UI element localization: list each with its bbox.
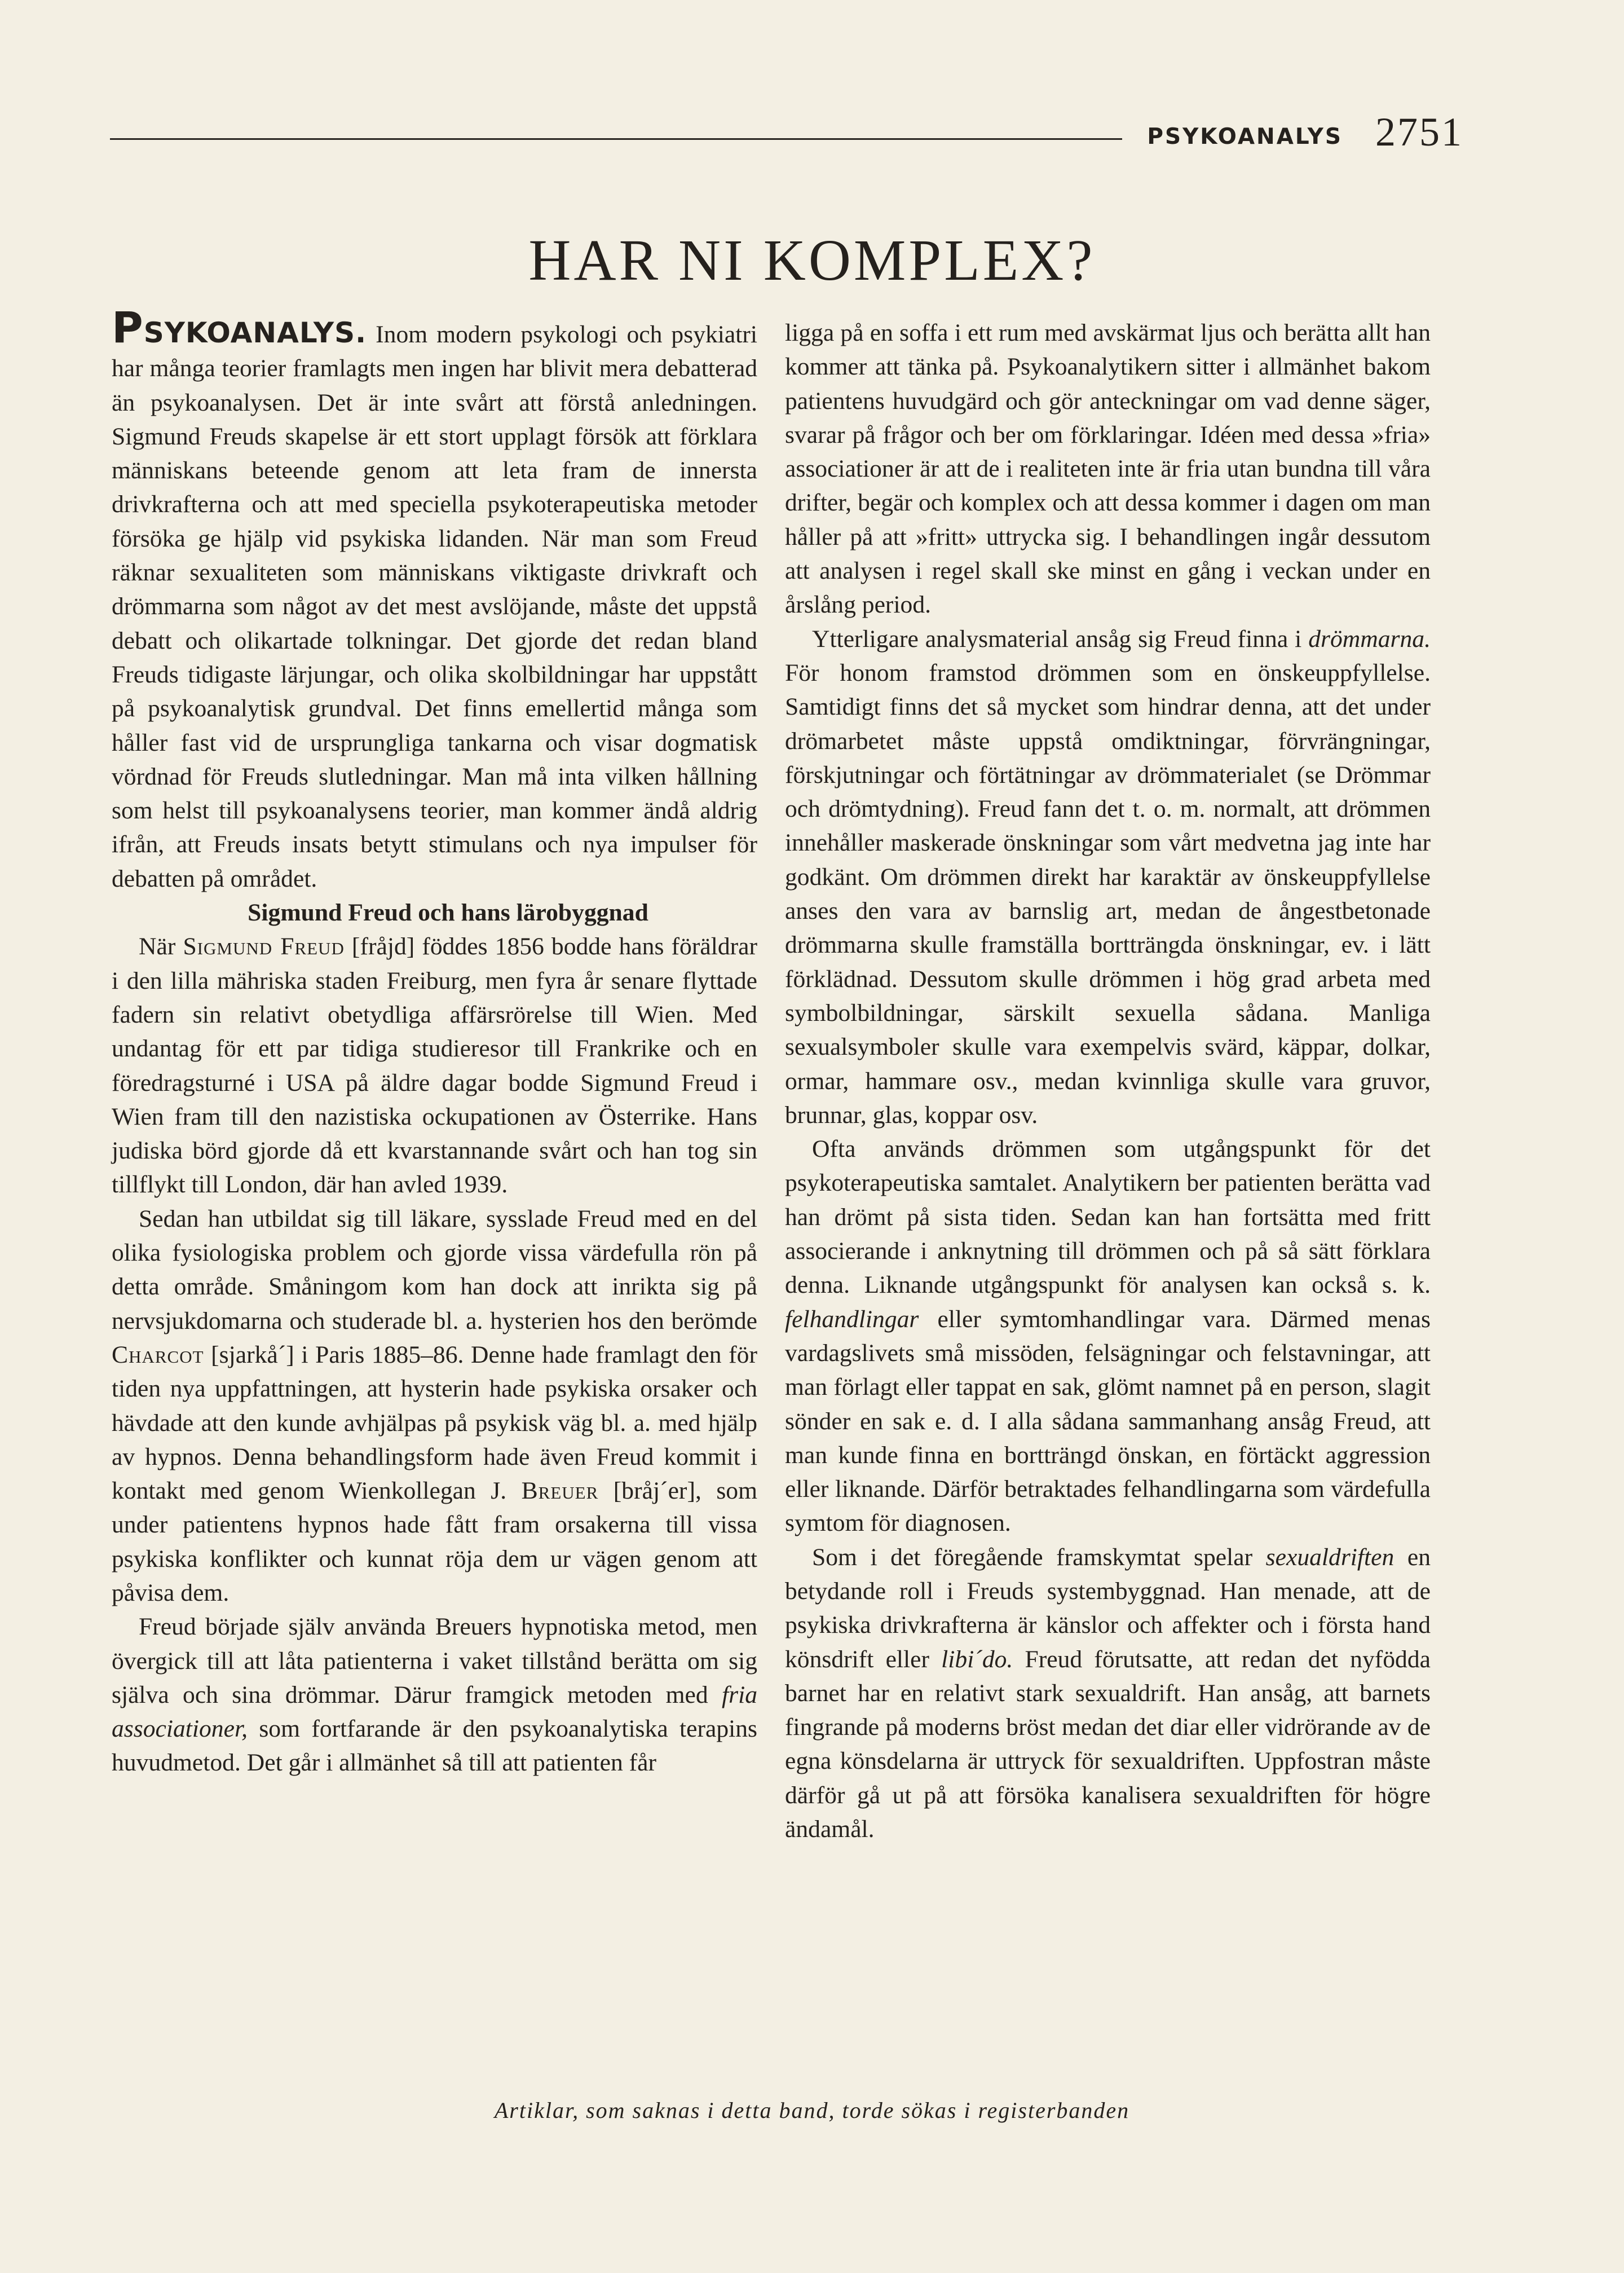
p3-text-a: Freud började själv använda Breuers hypnotiska metod, men övergick till att låta patienterna i vaket tillstånd berätta om sig själva och sina drömmar. Därur framgick metoden med bbox=[112, 1613, 757, 1708]
section-subheading: Sigmund Freud och hans lärobyggnad bbox=[248, 899, 648, 927]
r4-text-c: Freud förutsatte, att redan det nyfödda barnet har en relativt stark sexualdrift. Han ansåg, att barnets fingrande på moderns bröst medan det diar eller vidrörande av de egna könsdelarna är uttryck för sexualdriften. Uppfostran måste därför gå ut på att försöka kanalisera sexualdriften för högre ändamål. bbox=[785, 1645, 1431, 1843]
term-sexualdriften: sexualdriften bbox=[1265, 1543, 1394, 1571]
body-paragraph-2 bbox=[112, 1202, 757, 1610]
body-paragraph-3 bbox=[112, 1610, 757, 1779]
body-paragraph-1 bbox=[112, 930, 757, 1201]
p2-text-c: [bråj´er], som under patientens hypnos hade fått fram orsakerna till vissa psykiska konflikter och kunnat röja dem ur vägen genom att påvisa dem. bbox=[112, 1477, 757, 1606]
p1-text-b: [fråjd] föddes 1856 bodde hans föräldrar i den lilla mähriska staden Freiburg, men fyra år senare flyttade fadern sin relativt obetydliga affärsrörelse till Wien. Med undantag för ett par tidiga studieresor till Frankrike och en föredragsturné i USA på äldre dagar bodde Sigmund Freud i Wien fram till den nazistiska ockupationen av Österrike. Hans judiska börd gjorde då ett kvarstannande svårt och han tog sin tillflykt till London, där han avled 1939. bbox=[112, 933, 757, 1199]
r4-text-a: Som i det föregående framskymtat spelar bbox=[812, 1543, 1266, 1571]
left-column bbox=[112, 302, 757, 1780]
body-paragraph-6 bbox=[785, 1540, 1431, 1847]
drop-cap-letter: P bbox=[112, 302, 144, 353]
header-rule bbox=[110, 138, 1122, 140]
running-head-section: PSYKOANALYS bbox=[1147, 124, 1343, 149]
continued-paragraph: ligga på en soffa i ett rum med avskärmat ljus och berätta allt han kommer att tänka på. Psykoanalytikern sitter i allmänhet bakom patientens huvudgärd och gör anteckningar om vad denne säger, svarar på frågor och ber om förklaringar. Idéen med dessa »fria» associationer är att de i realiteten inte är fria utan bundna till våra drifter, begär och komplex och att dessa kommer i dagen om man håller på att »fritt» uttrycka sig. I behandlingen ingår dessutom att analysen i regel skall ske minst en gång i veckan under en årslång period. bbox=[785, 319, 1431, 619]
term-drommarna: drömmarna. bbox=[1308, 625, 1431, 653]
term-libido: libi´do. bbox=[941, 1645, 1013, 1673]
running-head bbox=[110, 109, 1463, 155]
lead-paragraph-text: Inom modern psykologi och psykiatri har många teorier framlagts men ingen har blivit mera debatterad än psykoanalysen. Det är inte svårt att förstå anledningen. Sigmund Freuds skapelse är ett stort upplagt försök att förklara människans beteende genom att leta fram de innersta drivkrafterna och att med speciella psykoterapeutiska metoder försöka ge hjälp vid psykiska lidanden. När man som Freud räknar sexualiteten som människans viktigaste drivkraft och drömmarna som något av det mest avslöjande, måste det uppstå debatt och olikartade tolkningar. Det gjorde det redan bland Freuds tidigaste lärjungar, och olika skolbildningar har uppstått på psykoanalytisk grundval. Det finns emellertid många som håller fast vid de ursprungliga tankarna och visar dogmatisk vördnad för Freuds slutledningar. Man må inta vilken hållning som helst till psykoanalysens teorier, man kommer ändå aldrig ifrån, att Freuds insats betytt stimulans och nya impulser för debatten på området. bbox=[112, 321, 757, 892]
p3-text-b: som fortfarande är den psykoanalytiska terapins huvudmetod. Det går i allmänhet så till att patienten får bbox=[112, 1715, 757, 1777]
p2-text-a: Sedan han utbildat sig till läkare, sysslade Freud med en del olika fysiologiska problem och gjorde vissa värdefulla rön på detta område. Småningom kom han dock att inrikta sig på nervsjukdomarna och studerade bl. a. hysterien hos den berömde bbox=[112, 1205, 757, 1334]
name-charcot: Charcot bbox=[112, 1341, 204, 1368]
article-title: HAR NI KOMPLEX? bbox=[528, 228, 1096, 293]
page-number: 2751 bbox=[1375, 109, 1463, 155]
r2-text-a: Ytterligare analysmaterial ansåg sig Freud finna i bbox=[812, 625, 1309, 653]
r2-text-b: För honom framstod drömmen som en önskeuppfyllelse. Samtidigt finns det så mycket som hindrar denna, att det under drömarbetet måste uppstå omdiktningar, förvrängningar, förskjutningar och förtätningar av drömmaterialet (se Drömmar och drömtydning). Freud fann det t. o. m. normalt, att drömmen innehåller maskerade önskningar som vårt medvetna jag inte har godkänt. Om drömmen direkt har karaktär av önskeuppfyllelse anses den vara av barnslig art, medan de ångestbetonade drömmarna skulle framställa bortträngda önskningar, ev. i lätt förklädnad. Dessutom skulle drömmen i hög grad arbeta med symbolbildningar, särskilt sexuella sådana. Manliga sexualsymboler skulle vara exempelvis svärd, käppar, dolkar, ormar, hammare osv., medan kvinnliga skulle vara gruvor, brunnar, glas, koppar osv. bbox=[785, 659, 1431, 1129]
r3-text-b: eller symtomhandlingar vara. Därmed menas vardagslivets små missöden, felsägningar och felstavningar, att man förlagt eller tappat en sak, glömt namnet på en person, slagit sönder en sak e. d. I alla sådana sammanhang ansåg Freud, att man kunde finna en bortträngd önskan, en förtäckt aggression eller liknande. Därför betraktades felhandlingarna som värdefulla symtom för diagnosen. bbox=[785, 1305, 1431, 1537]
body-paragraph-4 bbox=[785, 622, 1431, 1132]
footer-note: Artiklar, som saknas i detta band, torde sökas i registerbanden bbox=[494, 2098, 1130, 2123]
body-paragraph-5 bbox=[785, 1132, 1431, 1540]
term-fria-associationer: fria associationer, bbox=[112, 1681, 757, 1743]
right-column bbox=[785, 316, 1431, 1846]
p1-text-a: När bbox=[139, 933, 183, 961]
lead-paragraph bbox=[112, 302, 757, 896]
lead-word bbox=[112, 302, 367, 353]
name-sigmund-freud: Sigmund Freud bbox=[183, 933, 345, 961]
name-breuer: Breuer bbox=[521, 1477, 599, 1505]
p2-text-b: [sjarkå´] i Paris 1885–86. Denne hade framlagt den för tiden nya uppfattningen, att hysterin hade psykiska orsaker och hävdade att den kunde avhjälpas på psykisk väg bl. a. med hjälp av hypnos. Denna behandlingsform hade även Freud kommit i kontakt med genom Wienkollegan J. bbox=[112, 1341, 757, 1505]
term-felhandlingar: felhandlingar bbox=[785, 1305, 919, 1333]
r3-text-a: Ofta används drömmen som utgångspunkt för det psykoterapeutiska samtalet. Analytikern ber patienten berätta vad han drömt på sista tiden. Sedan kan han fortsätta med fritt associerande i anknytning till drömmen och på så sätt förklara denna. Liknande utgångspunkt för analysen kan också s. k. bbox=[785, 1135, 1431, 1299]
r4-text-b: en betydande roll i Freuds systembyggnad. Han menade, att de psykiska drivkrafterna är känslor och affekter och i första hand könsdrift eller bbox=[785, 1543, 1431, 1673]
lead-word-rest: SYKOANALYS. bbox=[143, 316, 367, 349]
